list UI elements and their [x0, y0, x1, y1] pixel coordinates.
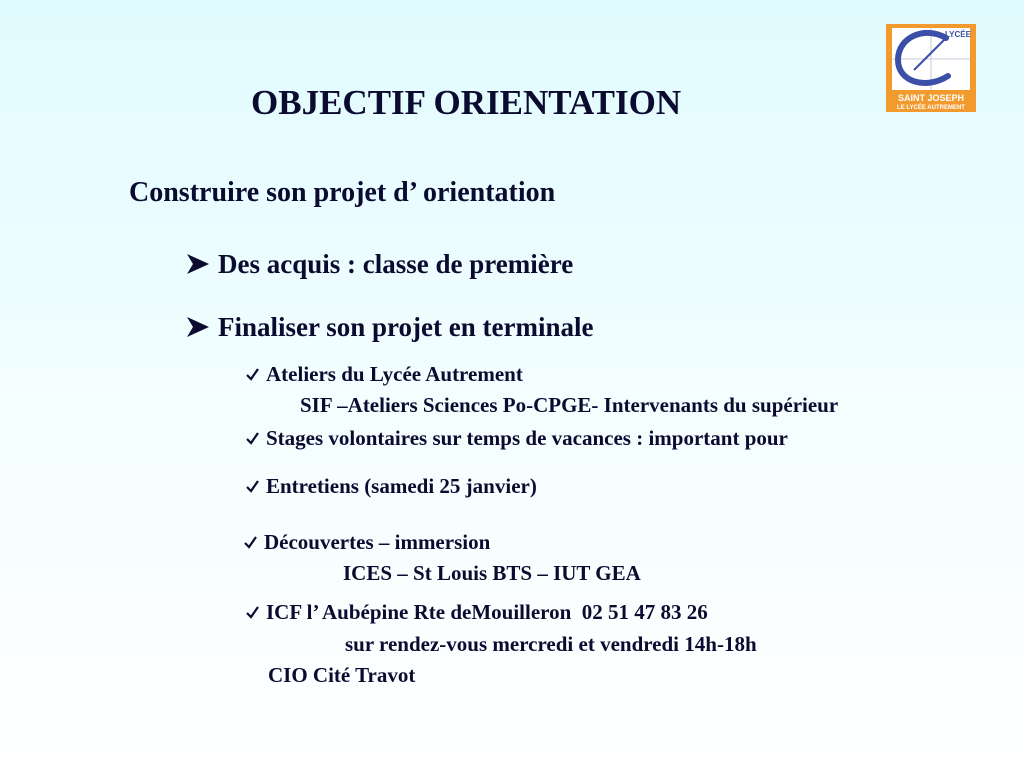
- bullet-item-acquis: [184, 248, 573, 280]
- check-text: Stages volontaires sur temps de vacances : important pour: [266, 426, 788, 450]
- check-item-decouvertes: [243, 529, 490, 555]
- checkmark-icon: [245, 605, 260, 620]
- checkmark-icon: [245, 367, 260, 382]
- check-detail-ateliers: SIF –Ateliers Sciences Po-CPGE- Intervenants du supérieur: [300, 393, 839, 417]
- checkmark-icon: [245, 431, 260, 446]
- logo-name: SAINT JOSEPH: [897, 93, 965, 103]
- check-item-stages: [245, 425, 788, 451]
- check-text: Découvertes – immersion: [264, 530, 491, 554]
- logo-tagline: LE LYCÉE AUTREMENT: [897, 105, 965, 111]
- check-item-entretiens: [245, 473, 537, 499]
- arrow-bullet-icon: [184, 251, 212, 277]
- check-detail-decouvertes: ICES – St Louis BTS – IUT GEA: [343, 561, 641, 585]
- arrow-bullet-icon: [184, 314, 212, 340]
- check-text: Entretiens (samedi 25 janvier): [266, 474, 537, 498]
- checkmark-icon: [243, 535, 258, 550]
- check-text: ICF l’ Aubépine Rte deMouilleron 02 51 47 83 26: [266, 600, 708, 624]
- slide-subtitle: Construire son projet d’ orientation: [129, 177, 556, 208]
- check-item-icf: [245, 599, 708, 625]
- school-logo: [886, 24, 976, 112]
- bullet-item-finaliser: [184, 311, 593, 343]
- check-detail-cio: CIO Cité Travot: [268, 663, 416, 687]
- logo-top-text: LYCÉE: [945, 30, 971, 39]
- slide-title: OBJECTIF ORIENTATION: [251, 83, 682, 122]
- check-detail-icf: sur rendez-vous mercredi et vendredi 14h-18h: [345, 632, 757, 656]
- check-item-ateliers: [245, 361, 523, 387]
- bullet-text: Des acquis : classe de première: [218, 249, 574, 279]
- check-text: Ateliers du Lycée Autrement: [266, 362, 523, 386]
- checkmark-icon: [245, 479, 260, 494]
- bullet-text: Finaliser son projet en terminale: [218, 312, 594, 342]
